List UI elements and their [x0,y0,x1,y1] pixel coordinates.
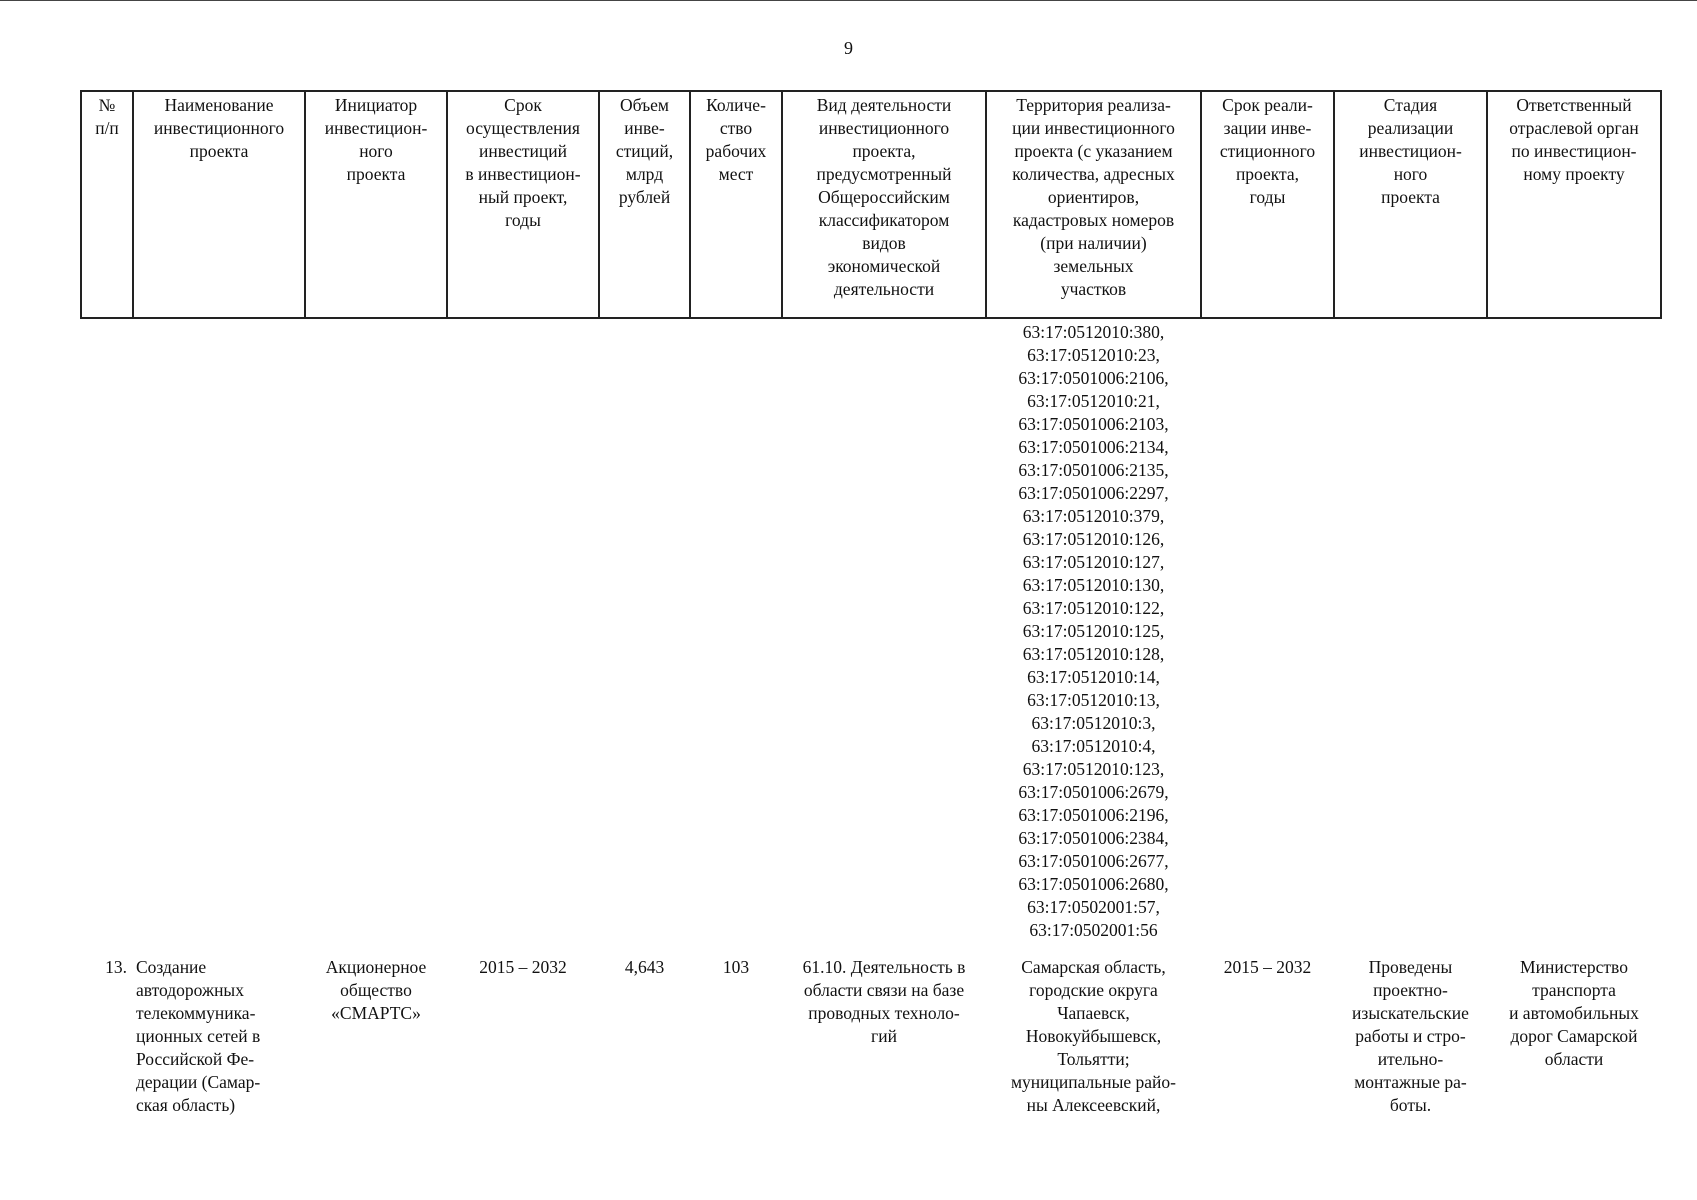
cadastral-number: 63:17:0512010:23, [1027,345,1160,365]
header-territory: Территория реализа- ции инвестиционного проекта (с указанием количества, адресных ориентиров, кадастровых номеров (при наличии) земельных участков [986,91,1201,318]
cadastral-number: 63:17:0502001:57, [1027,897,1160,917]
cadastral-number: 63:17:0501006:2679, [1018,782,1169,802]
cadastral-number: 63:17:0512010:125, [1022,621,1165,641]
cadastral-number: 63:17:0501006:2106, [1018,368,1169,388]
header-stage: Стадия реализации инвестицион- ного проекта [1334,91,1487,318]
cadastral-number: 63:17:0512010:122, [1022,598,1165,618]
header-project-name: Наименование инвестиционного проекта [133,91,305,318]
jobs-count: 103 [722,957,750,977]
cadastral-number: 63:17:0512010:123, [1022,759,1165,779]
project-initiator: Акционерное общество «СМАРТС» [325,957,427,1023]
header-activity: Вид деятельности инвестиционного проекта, предусмотренный Общероссийским классификатором видов экономической деятельности [782,91,986,318]
table-row [81,946,1661,1136]
page-top-border [0,0,1697,1]
header-jobs: Количе- ство рабочих мест [690,91,782,318]
header-responsible-body: Ответственный отраслевой орган по инвестицион- ному проекту [1487,91,1661,318]
project-name: Создание автодорожных телекоммуника- ционных сетей в Российской Фе- дерации (Самар- ская область) [136,957,261,1115]
cadastral-number: 63:17:0512010:14, [1027,667,1160,687]
investment-volume: 4,643 [624,957,665,977]
cadastral-number: 63:17:0512010:13, [1027,690,1160,710]
cadastral-number: 63:17:0501006:2677, [1018,851,1169,871]
cadastral-number: 63:17:0512010:379, [1022,506,1165,526]
investment-projects-table [80,90,1662,1136]
row-number: 13. [105,957,127,977]
page-number: 9 [844,38,853,58]
implementation-stage: Проведены проектно- изыскательские работы и стро- ительно- монтажные ра- боты. [1352,957,1469,1115]
header-investment-volume: Объем инве- стиций, млрд рублей [599,91,690,318]
cadastral-number: 63:17:0512010:21, [1027,391,1160,411]
cadastral-number: 63:17:0501006:2135, [1018,460,1169,480]
cadastral-number: 63:17:0512010:130, [1022,575,1165,595]
cadastral-numbers-cell [986,318,1201,946]
cadastral-number: 63:17:0512010:126, [1022,529,1165,549]
header-realization-period: Срок реали- зации инве- стиционного проекта, годы [1201,91,1334,318]
realization-period: 2015 – 2032 [1223,957,1312,977]
cadastral-number: 63:17:0501006:2134, [1018,437,1169,457]
cadastral-number: 63:17:0501006:2384, [1018,828,1169,848]
cadastral-number: 63:17:0512010:128, [1022,644,1165,664]
header-initiator: Инициатор инвестицион- ного проекта [305,91,447,318]
cadastral-number: 63:17:0512010:380, [1022,322,1165,342]
cadastral-number: 63:17:0512010:127, [1022,552,1165,572]
cadastral-number: 63:17:0501006:2297, [1018,483,1169,503]
cadastral-number: 63:17:0512010:3, [1031,713,1156,733]
table-row-continuation [81,318,1661,946]
activity-type: 61.10. Деятельность в области связи на базе проводных техноло- гий [802,957,966,1046]
cadastral-number: 63:17:0512010:4, [1031,736,1156,756]
investment-period: 2015 – 2032 [479,957,567,977]
cadastral-number: 63:17:0501006:2103, [1018,414,1169,434]
table-header-row [81,91,1661,318]
territory: Самарская область, городские округа Чапаевск, Новокуйбышевск, Тольятти; муниципальные райо- ны Алексеевский, [1010,957,1176,1115]
header-investment-period: Срок осуществления инвестиций в инвестицион- ный проект, годы [447,91,599,318]
cadastral-number: 63:17:0502001:56 [1029,920,1158,940]
responsible-body: Министерство транспорта и автомобильных дорог Самарской области [1509,957,1639,1069]
cadastral-number: 63:17:0501006:2680, [1018,874,1169,894]
cadastral-number: 63:17:0501006:2196, [1018,805,1169,825]
header-number: № п/п [81,91,133,318]
